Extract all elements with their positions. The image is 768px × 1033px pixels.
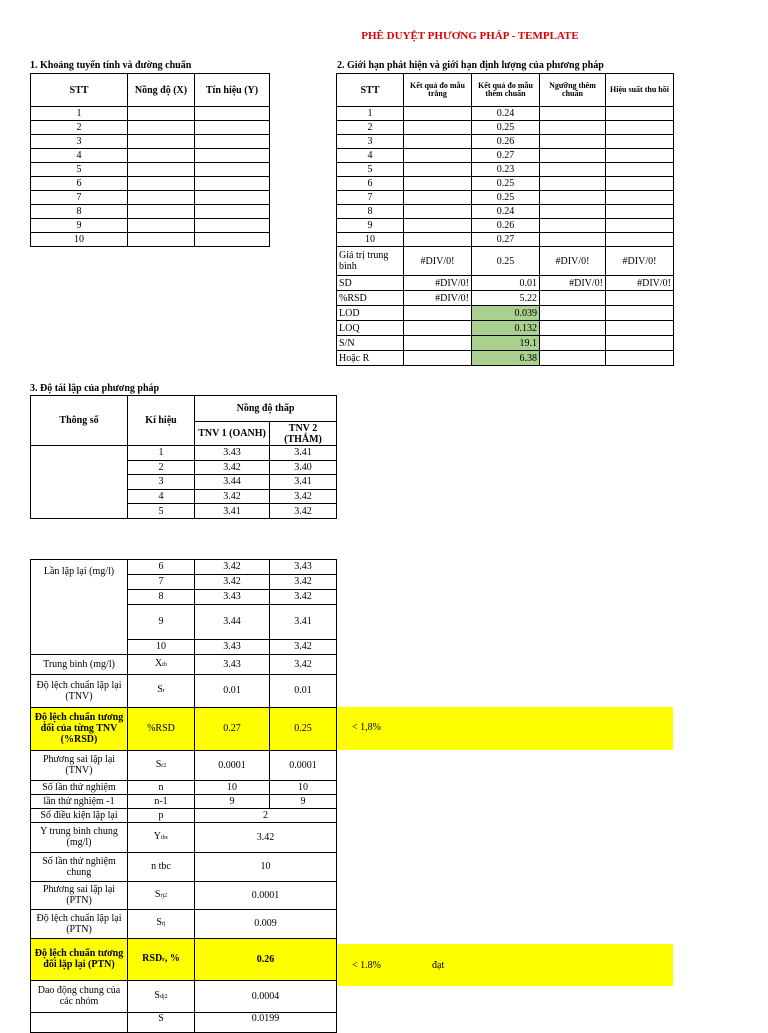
value-cell: 0.27 (472, 233, 540, 247)
row-label: Độ lệch chuẩn tương đối của từng TNV (%RSD) (31, 707, 128, 750)
cell: 2 (195, 808, 337, 822)
cell (606, 233, 674, 247)
row-label: %RSD (337, 291, 404, 306)
cell (128, 938, 195, 980)
cell: 1 (128, 446, 195, 461)
ytbc-row (31, 822, 337, 852)
rsdptn-row (31, 938, 337, 980)
cell: 0.01 (195, 674, 270, 707)
row-label: Lần lặp lại (mg/l) (31, 560, 128, 655)
cell (404, 177, 472, 191)
stt-cell: 1 (337, 107, 404, 121)
row-label: Số lần thử nghiệm (31, 780, 128, 794)
symbol: Y (153, 830, 161, 842)
cell: 0.01 (270, 674, 337, 707)
loq-value: 0.132 (472, 321, 540, 336)
value-cell: 0.24 (472, 205, 540, 219)
row-label: Giá trị trung bình (337, 247, 404, 276)
rsd-criteria: < 1,8% (352, 722, 381, 733)
header-row (337, 74, 674, 107)
cell (128, 191, 195, 205)
cell (404, 149, 472, 163)
cell: 0.0001 (270, 750, 337, 780)
stt-cell: 8 (337, 205, 404, 219)
row-label: Hoặc R (337, 351, 404, 366)
cell: 10 (270, 780, 337, 794)
symbol-subscript: r (161, 762, 164, 769)
cell: 0.01 (472, 276, 540, 291)
cell: 3.42 (270, 574, 337, 589)
column-header: Ngưỡng thêm chuẩn (540, 74, 606, 107)
mean-row (31, 654, 337, 674)
n-row (31, 780, 337, 794)
symbol-subscript: rj (160, 892, 165, 899)
cell (128, 121, 195, 135)
sn-row (337, 336, 674, 351)
column-header: TNV 1 (OANH) (195, 422, 270, 446)
stt-cell: 6 (337, 177, 404, 191)
cell: 3 (128, 475, 195, 490)
value-cell: 0.23 (472, 163, 540, 177)
cell (195, 219, 270, 233)
header-row (31, 74, 270, 107)
variance-row (31, 750, 337, 780)
cell (606, 135, 674, 149)
cell (195, 107, 270, 121)
mean-row (337, 247, 674, 276)
sdptn-row (31, 909, 337, 938)
row-label: Trung bình (mg/l) (31, 654, 128, 674)
cell (540, 135, 606, 149)
cell (128, 674, 195, 707)
cell (128, 135, 195, 149)
table-row (31, 121, 270, 135)
row-label: Dao động chung của các nhóm (31, 980, 128, 1012)
cell: 3.43 (195, 589, 270, 604)
row-label: S/N (337, 336, 404, 351)
stt-cell: 4 (31, 149, 128, 163)
symbol: S (156, 917, 162, 928)
value-cell: 0.26 (472, 219, 540, 233)
cell: 3.42 (195, 460, 270, 475)
cell: 4 (128, 489, 195, 504)
table-row (337, 107, 674, 121)
column-header: Kí hiệu (128, 396, 195, 446)
stt-cell: 6 (31, 177, 128, 191)
cell: 3.42 (195, 560, 270, 575)
column-header: Kết quả đo mẫu thêm chuẩn (472, 74, 540, 107)
cell (195, 149, 270, 163)
stt-cell: 7 (337, 191, 404, 205)
symbol: S (154, 888, 161, 900)
stt-cell: 2 (31, 121, 128, 135)
stt-cell: 5 (337, 163, 404, 177)
cell: #DIV/0! (606, 276, 674, 291)
cell (404, 107, 472, 121)
table-row (31, 107, 270, 121)
section-2-heading: 2. Giới hạn phát hiện và giới hạn định lượng của phương pháp (337, 60, 604, 71)
table-row (337, 191, 674, 205)
cell: 0.25 (472, 247, 540, 276)
table-row (337, 205, 674, 219)
loq-row (337, 321, 674, 336)
column-header: Thông số (31, 396, 128, 446)
cell (195, 205, 270, 219)
cell: 0.0001 (195, 750, 270, 780)
cell (404, 306, 472, 321)
section-1-heading: 1. Khoảng tuyến tính và đường chuẩn (30, 60, 192, 71)
cell (195, 177, 270, 191)
cell: S (128, 1012, 195, 1032)
symbol-subscript: r (162, 956, 165, 963)
table-row (31, 219, 270, 233)
symbol-superscript: 2 (163, 762, 167, 769)
rsdptn-criteria: < 1.8% (352, 960, 381, 971)
cell (31, 446, 128, 519)
row-label: Y trung bình chung (mg/l) (31, 822, 128, 852)
cell: 3.43 (195, 446, 270, 461)
cell: n (128, 780, 195, 794)
stt-cell: 5 (31, 163, 128, 177)
n1-row (31, 794, 337, 808)
cell (606, 219, 674, 233)
symbol-subscript: r (162, 688, 165, 694)
cell: 0.25 (270, 707, 337, 750)
cell: p (128, 808, 195, 822)
cell: #DIV/0! (606, 247, 674, 276)
table-row (31, 191, 270, 205)
stt-cell: 2 (337, 121, 404, 135)
symbol-subscript: tb (162, 661, 167, 668)
stt-cell: 9 (31, 219, 128, 233)
cell: 0.0004 (195, 980, 337, 1012)
cell: 3.44 (195, 475, 270, 490)
symbol: S (157, 684, 163, 695)
cell: 3.42 (270, 654, 337, 674)
stt-cell: 7 (31, 191, 128, 205)
reproducibility-table-bottom (30, 559, 337, 1033)
cell (128, 107, 195, 121)
stt-cell: 4 (337, 149, 404, 163)
cell (404, 135, 472, 149)
cell (606, 177, 674, 191)
cell: 3.42 (195, 574, 270, 589)
cell (540, 351, 606, 366)
cell: 7 (128, 574, 195, 589)
cell: 8 (128, 589, 195, 604)
table-row (31, 177, 270, 191)
cell (195, 163, 270, 177)
cell: 0.27 (195, 707, 270, 750)
cell: 3.44 (195, 604, 270, 639)
table-row (31, 135, 270, 149)
cell (540, 321, 606, 336)
cell (404, 233, 472, 247)
rsd-row (337, 291, 674, 306)
cell (195, 233, 270, 247)
cell: n-1 (128, 794, 195, 808)
cell: 10 (128, 639, 195, 654)
cell (606, 205, 674, 219)
symbol: X (155, 657, 163, 669)
row-label: LOD (337, 306, 404, 321)
cell (128, 163, 195, 177)
cell: 3.41 (270, 604, 337, 639)
cell: 9 (128, 604, 195, 639)
cell: 3.42 (270, 639, 337, 654)
cell: 3.41 (270, 475, 337, 490)
column-header: STT (31, 74, 128, 107)
row-label: lần thử nghiệm -1 (31, 794, 128, 808)
replicate-row (31, 560, 337, 575)
row-label: Độ lệch chuẩn lặp lại (PTN) (31, 909, 128, 938)
table-row (31, 149, 270, 163)
cell (195, 191, 270, 205)
symbol: S (155, 758, 162, 770)
cell (540, 107, 606, 121)
symbol-subscript: rj (161, 921, 166, 927)
page-title: PHÊ DUYỆT PHƯƠNG PHÁP - TEMPLATE (361, 30, 579, 42)
cell (404, 219, 472, 233)
value-cell: 0.25 (472, 121, 540, 135)
section-3-heading: 3. Độ tái lập của phương pháp (30, 383, 160, 394)
cell (606, 291, 674, 306)
cell: 3.41 (195, 504, 270, 519)
cell (128, 149, 195, 163)
value-cell: 0.25 (472, 191, 540, 205)
stt-cell: 3 (31, 135, 128, 149)
row-label: LOQ (337, 321, 404, 336)
reproducibility-table-top (30, 395, 337, 519)
stt-cell: 3 (337, 135, 404, 149)
cell (128, 654, 195, 674)
cell (404, 163, 472, 177)
value-cell: 0.26 (472, 135, 540, 149)
column-header: Nồng độ (X) (128, 74, 195, 107)
sn-value: 19.1 (472, 336, 540, 351)
stt-cell: 9 (337, 219, 404, 233)
rsdptn-criteria-highlight (336, 944, 673, 986)
cell (540, 233, 606, 247)
cell: #DIV/0! (540, 247, 606, 276)
cell: 6 (128, 560, 195, 575)
cell (128, 205, 195, 219)
cell (195, 135, 270, 149)
cell (606, 336, 674, 351)
table-row (337, 149, 674, 163)
table-row (337, 163, 674, 177)
cell: 3.43 (195, 654, 270, 674)
linearity-table (30, 73, 270, 247)
cell: 5 (128, 504, 195, 519)
cell (128, 822, 195, 852)
cell (128, 219, 195, 233)
cell (128, 750, 195, 780)
stt-cell: 10 (31, 233, 128, 247)
row-label: SD (337, 276, 404, 291)
symbol-superscript: 2 (164, 892, 168, 899)
cell (606, 121, 674, 135)
cell: 0.009 (195, 909, 337, 938)
table-row (337, 219, 674, 233)
row-label: Số điều kiện lặp lại (31, 808, 128, 822)
cell (540, 306, 606, 321)
cell: #DIV/0! (404, 276, 472, 291)
cell (606, 321, 674, 336)
symbol-superscript: 2 (164, 993, 168, 1000)
table-row (337, 233, 674, 247)
cell: 0.0199 (195, 1012, 337, 1032)
symbol: S (154, 989, 160, 1001)
cell (404, 351, 472, 366)
column-header: Tín hiệu (Y) (195, 74, 270, 107)
cell (128, 909, 195, 938)
rsd-row (31, 707, 337, 750)
table-row (337, 177, 674, 191)
cell: n tbc (128, 852, 195, 881)
stt-cell: 1 (31, 107, 128, 121)
sd-row (337, 276, 674, 291)
cell (404, 121, 472, 135)
row-label: Phương sai lặp lại (TNV) (31, 750, 128, 780)
value-cell: 0.25 (472, 177, 540, 191)
row-label: Độ lệch chuẩn tương đối lặp lại (PTN) (31, 938, 128, 980)
cell (540, 205, 606, 219)
cell: 3.41 (270, 446, 337, 461)
cell: 3.42 (270, 489, 337, 504)
cell: 3.42 (195, 489, 270, 504)
cell: 5.22 (472, 291, 540, 306)
value-cell: 0.24 (472, 107, 540, 121)
cell (404, 205, 472, 219)
cell: 0.26 (195, 938, 337, 980)
cell: #DIV/0! (540, 276, 606, 291)
row-label: Số lần thử nghiệm chung (31, 852, 128, 881)
cell: 3.40 (270, 460, 337, 475)
cell: 3.42 (270, 589, 337, 604)
ntbc-row (31, 852, 337, 881)
cell: 10 (195, 852, 337, 881)
cell: 3.43 (270, 560, 337, 575)
cell (540, 121, 606, 135)
cell (128, 233, 195, 247)
cell (606, 107, 674, 121)
varptn-row (31, 881, 337, 909)
column-header: TNV 2 (THẮM) (270, 422, 337, 446)
r-row (337, 351, 674, 366)
cell (31, 1012, 128, 1032)
rsdptn-verdict: đạt (432, 960, 445, 971)
cell (540, 177, 606, 191)
cell (540, 291, 606, 306)
cell (606, 351, 674, 366)
cell: 9 (195, 794, 270, 808)
cell (195, 121, 270, 135)
cell (540, 149, 606, 163)
cell (606, 163, 674, 177)
symbol-suffix: , % (164, 952, 180, 964)
cell (540, 336, 606, 351)
cell: 3.42 (195, 822, 337, 852)
cell (404, 336, 472, 351)
stt-cell: 10 (337, 233, 404, 247)
cell: #DIV/0! (404, 291, 472, 306)
cell: 0.0001 (195, 881, 337, 909)
cell (606, 191, 674, 205)
cell (540, 219, 606, 233)
table-row (31, 163, 270, 177)
stt-cell: 8 (31, 205, 128, 219)
column-header: Hiệu suất thu hồi (606, 74, 674, 107)
cell (540, 163, 606, 177)
lod-value: 0.039 (472, 306, 540, 321)
table-row (31, 233, 270, 247)
cell (128, 177, 195, 191)
cell: 3.42 (270, 504, 337, 519)
lod-loq-table (336, 73, 674, 366)
symbol-subscript: tbc (160, 834, 169, 841)
lod-row (337, 306, 674, 321)
vargroup-row (31, 980, 337, 1012)
p-row (31, 808, 337, 822)
cell (404, 191, 472, 205)
cell: 3.43 (195, 639, 270, 654)
cell (128, 980, 195, 1012)
cell (606, 149, 674, 163)
row-label: Độ lệch chuẩn lặp lại (TNV) (31, 674, 128, 707)
cell (540, 191, 606, 205)
column-header: STT (337, 74, 404, 107)
rsd-criteria-highlight (336, 707, 673, 750)
column-header: Nồng độ thấp (195, 396, 337, 422)
sd-row (31, 674, 337, 707)
header-row (31, 396, 337, 422)
cell (128, 881, 195, 909)
cell (606, 306, 674, 321)
symbol-subscript: dj (159, 993, 165, 1000)
replicate-row (31, 446, 337, 461)
table-row (337, 121, 674, 135)
r-value: 6.38 (472, 351, 540, 366)
table-row (337, 135, 674, 149)
column-header: Kết quả đo mẫu trắng (404, 74, 472, 107)
row-label: Phương sai lặp lại (PTN) (31, 881, 128, 909)
cell: 9 (270, 794, 337, 808)
cell: #DIV/0! (404, 247, 472, 276)
table-row (31, 205, 270, 219)
cell: 10 (195, 780, 270, 794)
cell: 2 (128, 460, 195, 475)
symbol: RSD (142, 952, 163, 964)
cell (404, 321, 472, 336)
last-row (31, 1012, 337, 1032)
cell: %RSD (128, 707, 195, 750)
value-cell: 0.27 (472, 149, 540, 163)
